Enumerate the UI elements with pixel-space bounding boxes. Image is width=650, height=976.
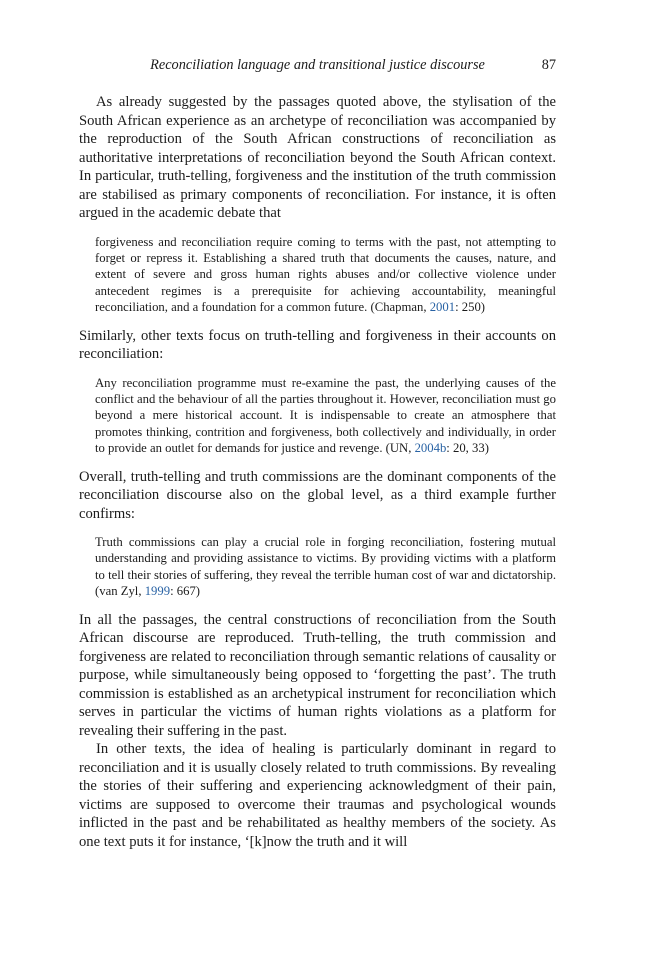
- paragraph-healing: In other texts, the idea of healing is particularly dominant in regard to reconciliation and it is usually closely related to truth commissions. By revealing the stories of their suffering and experiencing acknowledgment of their pain, victims are supposed to overcome their traumas and psychological wounds inflicted in the past and be rehabilitated as healthy members of the society. As one text puts it for instance, ‘[k]now the truth and it will: [79, 741, 556, 850]
- citation-link-vanzyl-1999[interactable]: 1999: [144, 584, 171, 599]
- quote-un-text: Any reconciliation programme must re-examine the past, the underlying causes of the conflict and the behaviour of all the parties throughout it. However, reconciliation must go beyond a mere historical account. It is indispensable to create an atmosphere that promotes thinking, contrition and forgiveness, both collectively and individually, in order to provide an outlet for demands for justice and revenge. (UN,: [95, 375, 556, 456]
- paragraph-similarly: Similarly, other texts focus on truth-telling and forgiveness in their accounts on reconciliation:: [79, 327, 556, 363]
- quote-vanzyl-citation-tail: : 667): [170, 584, 201, 599]
- quote-vanzyl-text: Truth commissions can play a crucial role in forging reconciliation, fostering mutual understanding and providing assistance to victims. By providing victims with a platform to tell their stories of suffering, they reveal the terrible human cost of war and dictatorship. (van Zyl,: [95, 535, 556, 599]
- quote-un-citation-tail: : 20, 33): [446, 441, 489, 456]
- page-number: 87: [541, 57, 556, 73]
- block-quote-vanzyl: [79, 534, 556, 600]
- running-head-title: Reconciliation language and transitional justice discourse: [150, 57, 485, 73]
- paragraph-overall: Overall, truth-telling and truth commissions are the dominant components of the reconciliation discourse also on the global level, as a third example further confirms:: [79, 468, 556, 522]
- running-head: [79, 56, 556, 74]
- citation-link-chapman-2001[interactable]: 2001: [429, 300, 456, 315]
- block-quote-un: [79, 375, 556, 457]
- quote-chapman-text: forgiveness and reconciliation require coming to terms with the past, not attempting to forget or repress it. Establishing a shared truth that documents the causes, nature, and extent of severe and gross human rights abuses and/or collective violence under antecedent regimes is a prerequisite for achieving accountability, meaningful reconciliation, and a foundation for a common future. (Chapman,: [95, 234, 556, 315]
- paragraph-analysis: In all the passages, the central constructions of reconciliation from the South African discourse are reproduced. Truth-telling, the truth commission and forgiveness are related to reconciliation through semantic relations of causality or purpose, while simultaneously being opposed to ‘forgetting the past’. The truth commission is established as an archetypical instrument for reconciliation which serves in particular the victims of human rights violations as a platform for revealing their suffering in the past.: [79, 611, 556, 739]
- paragraph-intro: As already suggested by the passages quoted above, the stylisation of the South African experience as an archetype of reconciliation was accompanied by the reproduction of the South African constructions of reconciliation as authoritative interpretations of reconciliation beyond the South African context. In particular, truth-telling, forgiveness and the institution of the truth commission are stabilised as primary components of reconciliation. For instance, it is often argued in the academic debate that: [79, 94, 556, 221]
- block-quote-chapman: [79, 234, 556, 316]
- quote-chapman-citation-tail: : 250): [455, 300, 486, 315]
- citation-link-un-2004b[interactable]: 2004b: [414, 441, 447, 456]
- text-block: [79, 93, 556, 851]
